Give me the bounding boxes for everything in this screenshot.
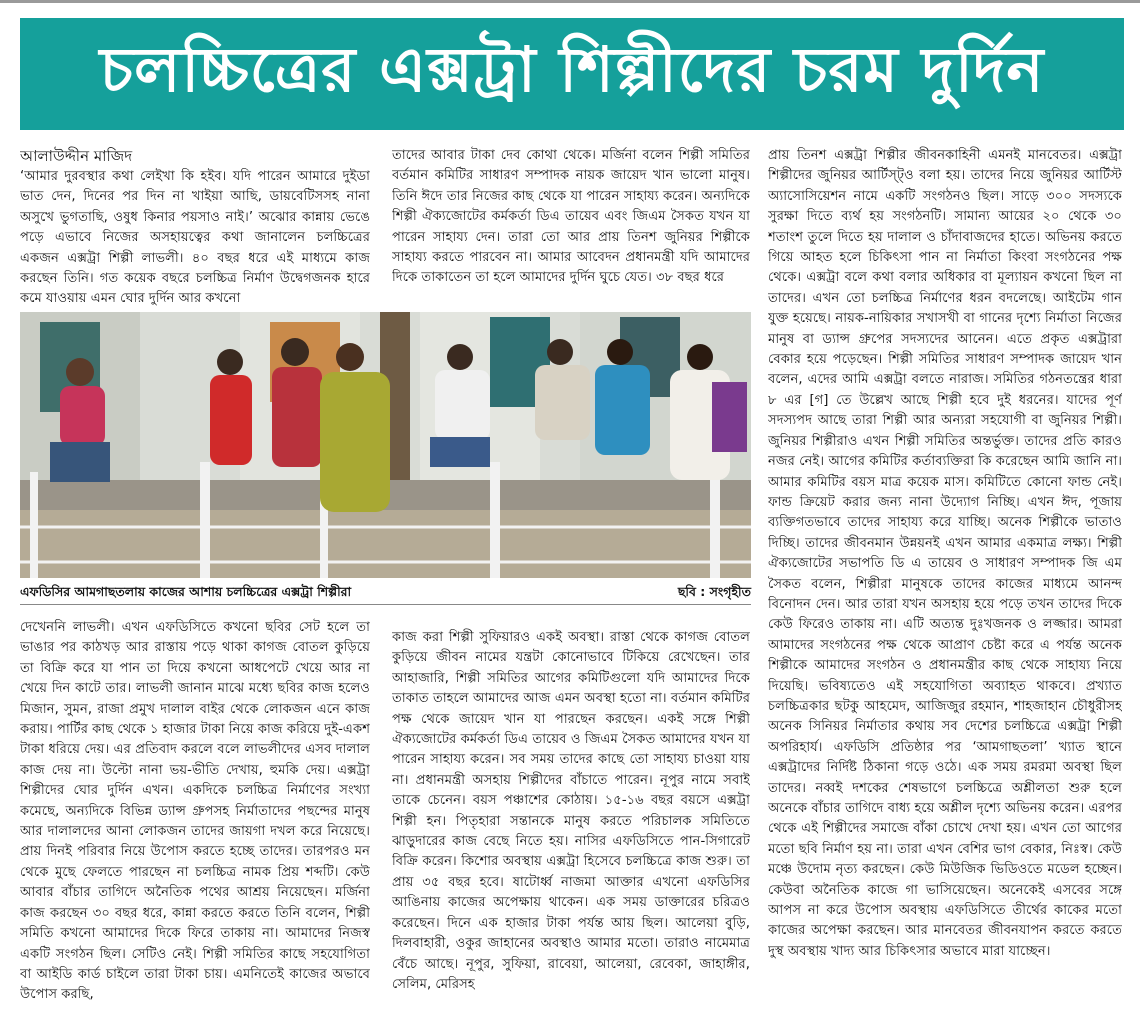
photo-caption xyxy=(20,582,751,602)
column-2-bottom-text: কাজ করা শিল্পী সুফিয়ারও একই অবস্থা। রাস্তা থেকে কাগজ বোতল কুড়িয়ে জীবন নামের যন্ত্রটা কোনোভাবে টিকিয়ে রেখেছেন। তার আহাজারি, শিল্পী সমিতির আগের কমিটিগুলো যদি আমাদের দিকে তাকাত তাহলে আমাদের আজ এমন অবস্থা হতো না। বর্তমান কমিটির পক্ষ থেকে জায়েদ খান যা পারছেন করছেন। একই সঙ্গে শিল্পী ঐক্যজোটের কর্মকর্তা ডিএ তায়েব ও জিএম সৈকত আমাদের যখন যা পারেন সাহায্য করেন। সব সময় তাদের কাছে তো সাহায্য চাওয়া যায় না। প্রধানমন্ত্রী অসহায় শিল্পীদের বাঁচাতে পারেন। নূপুর নামে সবাই তাকে চেনেন। বয়স পঞ্চাশের কোঠায়। ১৫-১৬ বছর বয়সে এক্সট্রা শিল্পী হন। পিতৃহারা সন্তানকে মানুষ করতে পরিচালক সমিতিতে ঝাড়ুদারের কাজ বেছে নিতে হয়। নাসির এফডিসিতে পান-সিগারেট বিক্রি করেন। কিশোর অবস্থায় এক্সট্রা হিসেবে চলচ্চিত্রে কাজ শুরু। তা প্রায় ৩৫ বছর হবে। ষাটোর্ধ্ব নাজমা আক্তার এখনো এফডিসির আঙিনায় কাজের অপেক্ষায় থাকেন। এক সময় ডাক্তারের চরিত্রও করেছেন। দিনে এক হাজার টাকা পর্যন্ত আয় ছিল। আলেয়া বুড়ি, দিলবাহারী, ওকুর জাহানের অবস্থাও আমার মতো। তারাও নামেমাত্র বেঁচে আছে। নূপুর, সুফিয়া, রাবেয়া, আলেয়া, রেবেকা, জাহাঙ্গীর, সেলিম, মেরিসহ xyxy=(392,630,750,992)
column-2-top-text: তাদের আবার টাকা দেব কোথা থেকে। মর্জিনা বলেন শিল্পী সমিতির বর্তমান কমিটির সাধারণ সম্পাদক নায়ক জায়েদ খান ভালো মানুষ। তিনি ঈদে তার নিজের কাছ থেকে যা পারেন সাহায্য করেন। অন্যদিকে শিল্পী ঐক্যজোটের কর্মকর্তা ডিএ তায়েব এবং জিএম সৈকত যখন যা পারেন সাহায্য দেন। তারা তো আর প্রায় তিনশ জুনিয়র শিল্পীকে সাহায্য করতে পারবেন না। আমার আবেদন প্রধানমন্ত্রী যদি আমাদের দিকে তাকাতেন তা হলে আমাদের দুর্দিন ঘুচে যেত। ৩৮ বছর ধরে xyxy=(392,148,750,286)
byline: আলাউদ্দীন মাজিদ xyxy=(20,147,133,165)
column-3-text: প্রায় তিনশ এক্সট্রা শিল্পীর জীবনকাহিনী এমনই মানবেতর। এক্সট্রা শিল্পীদের জুনিয়র আর্টিস্ট্ও বলা হয়। তাদের নিয়ে জুনিয়র আর্টিস্ট অ্যাসোসিয়েশন নামে একটি সংগঠনও ছিল। সাড়ে ৩০০ সদস্যকে সুরক্ষা দিতে ব্যর্থ হয় সংগঠনটি। সামান্য আয়ের ২০ থেকে ৩০ শতাংশ তুলে দিতে হয় দালাল ও চাঁদাবাজদের হাতে। অভিনয় করতে গিয়ে আহত হলে চিকিৎসা পান না নির্মাতা কিংবা সংগঠনের পক্ষ থেকে। এক্সট্রা বলে কথা বলার অধিকার বা মূল্যায়ন কখনো ছিল না তাদের। এখন তো চলচ্চিত্র নির্মাণের ধরন বদলেছে। আইটেম গান যুক্ত হয়েছে। নায়ক-নায়িকার সখাসখী বা গানের দৃশ্যে নির্মাতা নিজের মানুষ বা ড্যান্স গ্রুপের সদস্যদের আনেন। এতে প্রকৃত এক্সট্রারা বেকার হয়ে পড়েছেন। শিল্পী সমিতির সাধারণ সম্পাদক জায়েদ খান বলেন, এদের আমি এক্সট্রা বলতে নারাজ। সমিতির গঠনতন্ত্রের ধারা ৮ এর [গ] তে উল্লেখ আছে শিল্পী হবে দুই ধরনের। যাদের পূর্ণ সদস্যপদ আছে তারা শিল্পী আর অন্যরা সহযোগী বা জুনিয়র শিল্পী। জুনিয়র শিল্পীরাও এখন শিল্পী সমিতির অন্তর্ভুক্ত। তাদের প্রতি কারও নজর নেই। আগের কমিটির কর্তাব্যক্তিরা কি করেছেন আমি জানি না। আমার কমিটির বয়স মাত্র কয়েক মাস। কমিটিতে কোনো ফান্ড নেই। ফান্ড ক্রিয়েট করার জন্য নানা উদ্যোগ নিচ্ছি। এখন ঈদ, পূজায় ব্যক্তিগতভাবে তাদের সাহায্য করে যাচ্ছি। অনেক শিল্পীকে ভাতাও দিচ্ছি। তাদের জীবনমান উন্নয়নই এখন আমার একমাত্র লক্ষ্য। শিল্পী ঐক্যজোটের সভাপতি ডি এ তায়েব ও সাধারণ সম্পাদক জি এম সৈকত বলেন, শিল্পীরা মানুষকে তাদের কাজের মাধ্যমে আনন্দ বিনোদন দেন। আর তারা যখন অসহায় হয়ে পড়ে তখন তাদের দিকে কেউ ফিরেও তাকায় না। এটি অত্যন্ত দুঃখজনক ও লজ্জার। আমরা আমাদের সংগঠনের পক্ষ থেকে আপ্রাণ চেষ্টা করে এ পর্যন্ত অনেক শিল্পীকে আমাদের সংগঠন ও প্রধানমন্ত্রীর কাছ থেকে সাহায্য নিয়ে দিয়েছি। ভবিষ্যতেও এই সহযোগিতা অব্যাহত থাকবে। প্রখ্যাত চলচ্চিত্রকার ছটকু আহমেদ, আজিজুর রহমান, শাহজাহান চৌধুরীসহ অনেক সিনিয়র নির্মাতার কথায় সব দেশের চলচ্চিত্রে এক্সট্রা শিল্পী অপরিহার্য। এফডিসি প্রতিষ্ঠার পর ‘আমগাছতলা’ খ্যাত স্থানে এক্সট্রাদের নির্দিষ্ট ঠিকানা গড়ে ওঠে। এক সময় রমরমা অবস্থা ছিল তাদের। নব্বই দশকের শেষভাগে চলচ্চিত্রে অশ্লীলতা শুরু হলে অনেকে বাঁচার তাগিদে বাধ্য হয়ে অশ্লীল দৃশ্যে অভিনয় করেন। এরপর থেকে এই শিল্পীদের সমাজে বাঁকা চোখে দেখা হয়। এখন তো আগের মতো ছবি নির্মাণ হয় না। তারা এখন বেশির ভাগ বেকার, নিঃস্ব। কেউ মঞ্চে উদোম নৃত্য করছেন। কেউ মিউজিক ভিডিওতে মডেল হচ্ছেন। কেউবা অনৈতিক কাজে গা ভাসিয়েছেন। অনেকেই এসবের সঙ্গে আপস না করে উপোস অবস্থায় এফডিসিতে তীর্থের কাকের মতো কাজের অপেক্ষা করছেন। আর মানবেতর জীবনযাপন করতে করতে দুস্থ অবস্থায় খাদ্য আর চিকিৎসার অভাবে মারা যাচ্ছেন। xyxy=(768,148,1122,959)
headline-banner xyxy=(20,18,1124,130)
photo-credit: ছবি : সংগৃহীত xyxy=(677,584,751,599)
column-1-bottom xyxy=(20,618,370,1010)
caption-text: এফডিসির আমগাছতলায় কাজের আশায় চলচ্চিত্রের এক্সট্রা শিল্পীরা xyxy=(20,584,352,599)
column-1-top xyxy=(20,146,370,306)
photo-of-extra-artists-icon xyxy=(20,312,751,578)
column-1-bottom-text: দেখেননি লাভলী। এখন এফডিসিতে কখনো ছবির সেট হলে তা ভাঙার পর কাঠখড় আর রাস্তায় পড়ে থাকা কাগজ বোতল কুড়িয়ে তা বিক্রি করে যা পান তা দিয়ে কখনো আধপেটে খেয়ে আর না খেয়ে দিন কাটে তার। লাভলী জানান মাঝে মধ্যে ছবির কাজ হলেও মিজান, সুমন, রাজা প্রমুখ দালাল বাইর থেকে লোকজন এনে কাজ করায়। পার্টির কাছ থেকে ১ হাজার টাকা নিয়ে কাজ করিয়ে দুই-একশ টাকা ধরিয়ে দেয়। এর প্রতিবাদ করলে বলে লাভলীদের এসব দালাল কাজ দেয় না। উল্টো নানা ভয়-ভীতি দেখায়, হুমকি দেয়। এক্সট্রা শিল্পীদের ঘোর দুর্দিন এখন। একদিকে চলচ্চিত্র নির্মাণের সংখ্যা কমেছে, অন্যদিকে বিভিন্ন ড্যান্স গ্রুপসহ নির্মাতাদের পছন্দের মানুষ আর দালালদের আনা লোকজন তাদের জায়গা দখল করে নিয়েছে। প্রায় দিনই পরিবার নিয়ে উপোস করতে হচ্ছে তাদের। তারপরও মন থেকে মুছে ফেলতে পারছেন না চলচ্চিত্র নামক প্রিয় শব্দটি। কেউ আবার বাঁচার তাগিদে অনৈতিক পথের আশ্রয় নিয়েছেন। মর্জিনা কাজ করছেন ৩০ বছর ধরে, কান্না করতে করতে তিনি বলেন, শিল্পী সমিতি কখনো আমাদের দিকে ফিরে তাকায় না। আমাদের নিজস্ব একটি সংগঠন ছিল। সেটিও নেই। শিল্পী সমিতির কাছে সহযোগিতা বা আইডি কার্ড চাইলে তারা টাকা চায়। এমনিতেই কাজের অভাবে উপোস করছি, xyxy=(20,620,370,1003)
column-1-top-text: ‘আমার দুরবস্থার কথা লেইখা কি হইব। যদি পারেন আমারে দুইডা ভাত দেন, দিনের পর দিন না খাইয়া আছি, ডায়বেটিসসহ নানা অসুখে ভুগতাছি, ওষুধ কিনার পয়সাও নাই।’ অঝোর কান্নায় ভেঙে পড়ে এভাবে নিজের অসহায়ত্বের কথা জানালেন চলচ্চিত্রের একজন এক্সট্রা শিল্পী লাভলী। ৪০ বছর ধরে এই মাধ্যমে কাজ করছেন তিনি। গত কয়েক বছরে চলচ্চিত্র নির্মাণ উদ্বেগজনক হারে কমে যাওয়ায় এমন ঘোর দুর্দিন আর কখনো xyxy=(20,169,370,306)
headline: চলচ্চিত্রের এক্সট্রা শিল্পীদের চরম দুর্দিন xyxy=(99,32,1045,106)
column-3 xyxy=(768,146,1122,1008)
column-2-bottom xyxy=(392,628,750,1010)
top-rule xyxy=(0,0,1140,3)
column-2-top xyxy=(392,146,750,306)
caption-divider xyxy=(20,604,751,605)
